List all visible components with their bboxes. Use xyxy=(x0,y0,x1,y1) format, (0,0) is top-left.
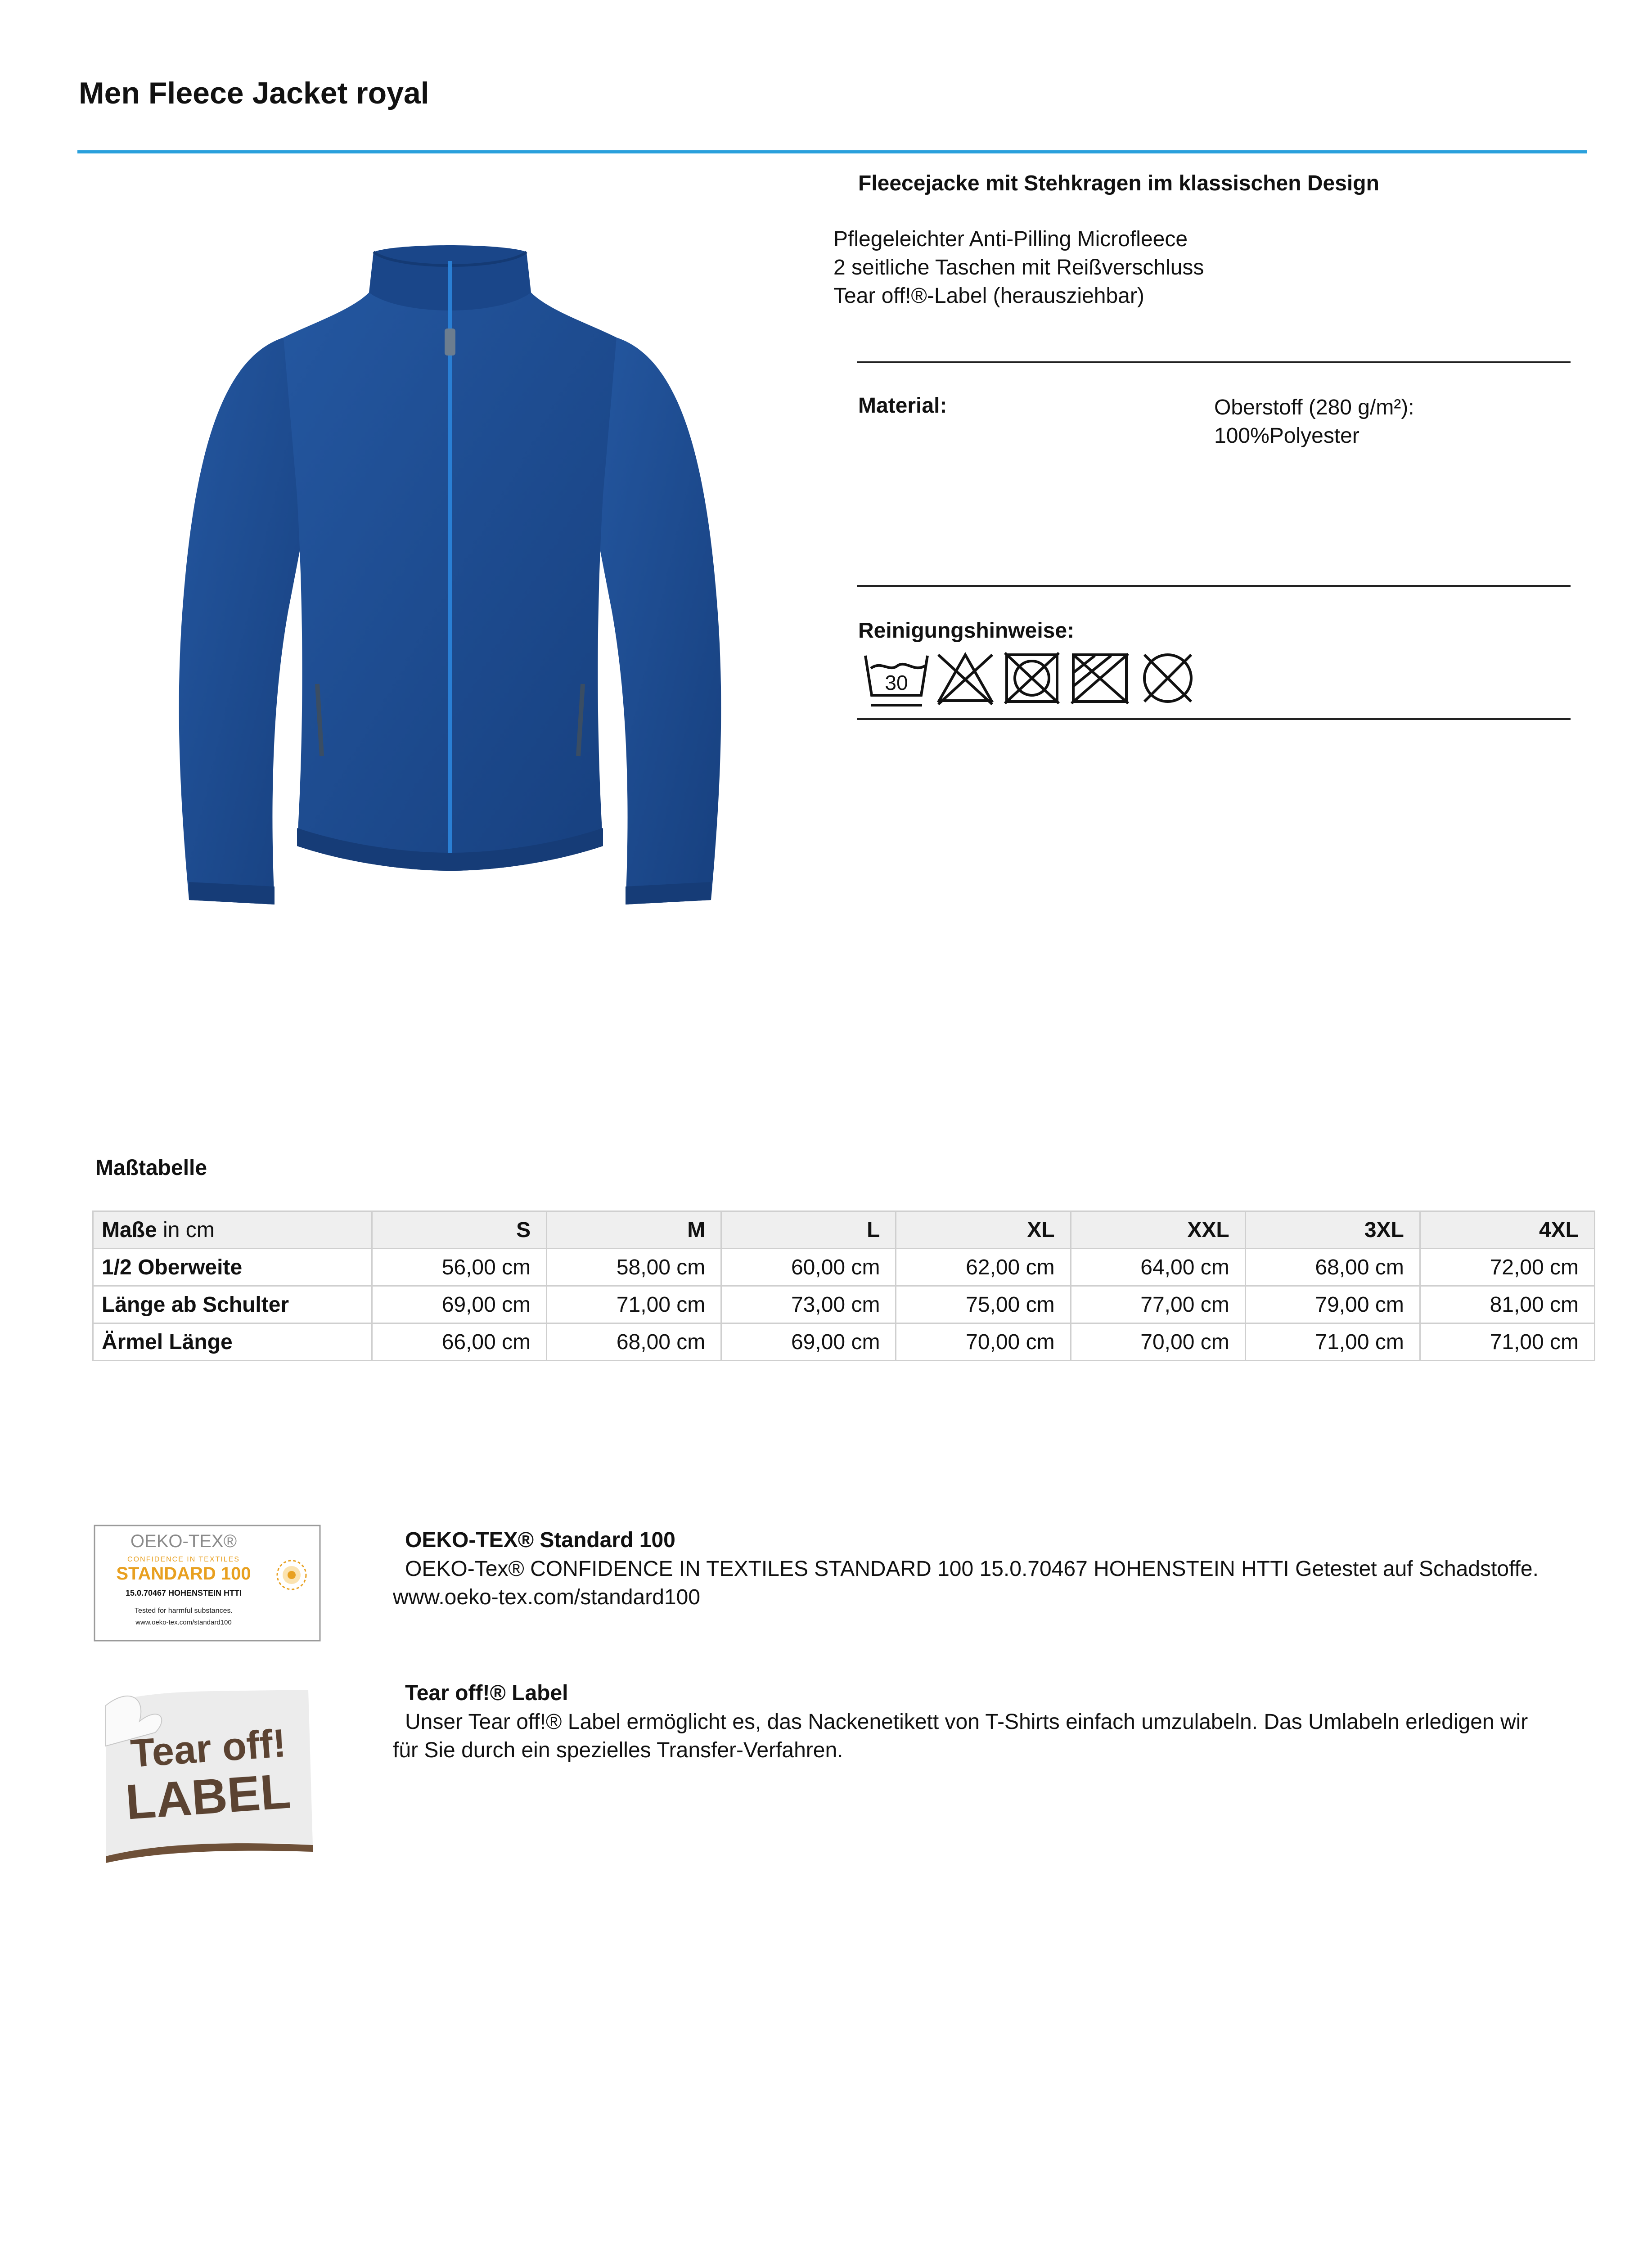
feature-item: Tear off!®-Label (herausziehbar) xyxy=(833,284,1144,308)
table-cell: 71,00 cm xyxy=(1245,1323,1420,1361)
wash-30-icon xyxy=(865,656,927,705)
svg-text:LABEL: LABEL xyxy=(124,1763,293,1830)
table-header-cell: Maße in cm xyxy=(93,1211,372,1249)
table-cell: 69,00 cm xyxy=(721,1323,896,1361)
table-cell: 68,00 cm xyxy=(547,1323,721,1361)
care-icons xyxy=(862,650,1222,713)
certification-title: OEKO-TEX® Standard 100 xyxy=(405,1528,675,1552)
table-cell: 70,00 cm xyxy=(896,1323,1071,1361)
svg-text:OEKO-TEX®: OEKO-TEX® xyxy=(130,1531,237,1551)
table-cell: 68,00 cm xyxy=(1245,1249,1420,1286)
size-table-heading: Maßtabelle xyxy=(95,1156,207,1180)
size-header: XL xyxy=(896,1211,1071,1249)
table-cell: 70,00 cm xyxy=(1071,1323,1245,1361)
section-divider xyxy=(857,718,1571,720)
size-header: 3XL xyxy=(1245,1211,1420,1249)
product-headline: Fleecejacke mit Stehkragen im klassischen Design xyxy=(858,171,1379,195)
tear-off-text: Unser Tear off!® Label ermöglicht es, das Nackenetikett von T-Shirts einfach umzulabeln. Das Umlabeln erledigen wir für Sie durch ein spezielles Transfer-Verfahren. xyxy=(393,1710,1528,1762)
table-cell: 77,00 cm xyxy=(1071,1286,1245,1323)
material-value-line: Oberstoff (280 g/m²): xyxy=(1214,396,1414,419)
jacket-image xyxy=(162,243,738,927)
feature-item: 2 seitliche Taschen mit Reißverschluss xyxy=(833,256,1204,279)
care-label: Reinigungshinweise: xyxy=(858,619,1075,643)
no-tumble-dry-icon xyxy=(1005,653,1059,703)
svg-text:15.0.70467 HOHENSTEIN HTTI: 15.0.70467 HOHENSTEIN HTTI xyxy=(125,1588,242,1598)
table-cell: 73,00 cm xyxy=(721,1286,896,1323)
no-iron-icon xyxy=(1071,654,1128,703)
feature-list xyxy=(833,225,1204,310)
certification-text: OEKO-Tex® CONFIDENCE IN TEXTILES STANDARD 100 15.0.70467 HOHENSTEIN HTTI Getestet auf Schadstoffe. www.oeko-tex.com/standard100 xyxy=(393,1557,1539,1609)
size-header: 4XL xyxy=(1420,1211,1594,1249)
oeko-tex-logo xyxy=(94,1525,321,1642)
table-row xyxy=(93,1286,1595,1323)
tear-off-label-logo xyxy=(97,1678,324,1863)
material-value xyxy=(1214,393,1414,450)
svg-text:www.oeko-tex.com/standard100: www.oeko-tex.com/standard100 xyxy=(135,1619,232,1626)
svg-text:Tested for harmful substances.: Tested for harmful substances. xyxy=(135,1607,233,1615)
no-dry-clean-icon xyxy=(1144,655,1191,702)
table-row xyxy=(93,1249,1595,1286)
table-cell: 79,00 cm xyxy=(1245,1286,1420,1323)
row-label: Länge ab Schulter xyxy=(93,1286,372,1323)
title-divider xyxy=(77,150,1587,153)
size-header: L xyxy=(721,1211,896,1249)
svg-text:30: 30 xyxy=(885,671,908,694)
row-label: Ärmel Länge xyxy=(93,1323,372,1361)
material-label: Material: xyxy=(858,394,947,418)
table-row xyxy=(93,1323,1595,1361)
table-cell: 69,00 cm xyxy=(372,1286,547,1323)
table-cell: 72,00 cm xyxy=(1420,1249,1594,1286)
size-header: XXL xyxy=(1071,1211,1245,1249)
material-value-line: 100%Polyester xyxy=(1214,424,1359,448)
svg-text:CONFIDENCE IN TEXTILES: CONFIDENCE IN TEXTILES xyxy=(127,1556,240,1563)
svg-text:STANDARD 100: STANDARD 100 xyxy=(116,1564,251,1584)
table-cell: 64,00 cm xyxy=(1071,1249,1245,1286)
tear-off-title: Tear off!® Label xyxy=(405,1681,568,1705)
table-cell: 56,00 cm xyxy=(372,1249,547,1286)
feature-item: Pflegeleichter Anti-Pilling Microfleece xyxy=(833,227,1188,251)
no-bleach-icon xyxy=(938,655,992,704)
table-cell: 62,00 cm xyxy=(896,1249,1071,1286)
table-cell: 66,00 cm xyxy=(372,1323,547,1361)
page-title: Men Fleece Jacket royal xyxy=(79,76,429,110)
section-divider xyxy=(857,585,1571,587)
svg-text:Tear off!: Tear off! xyxy=(129,1720,288,1776)
size-header: S xyxy=(372,1211,547,1249)
section-divider xyxy=(857,361,1571,363)
size-table xyxy=(92,1210,1595,1361)
table-cell: 58,00 cm xyxy=(547,1249,721,1286)
table-cell: 75,00 cm xyxy=(896,1286,1071,1323)
row-label: 1/2 Oberweite xyxy=(93,1249,372,1286)
table-cell: 81,00 cm xyxy=(1420,1286,1594,1323)
table-header-row xyxy=(93,1211,1595,1249)
table-cell: 71,00 cm xyxy=(1420,1323,1594,1361)
table-cell: 71,00 cm xyxy=(547,1286,721,1323)
table-cell: 60,00 cm xyxy=(721,1249,896,1286)
size-header: M xyxy=(547,1211,721,1249)
